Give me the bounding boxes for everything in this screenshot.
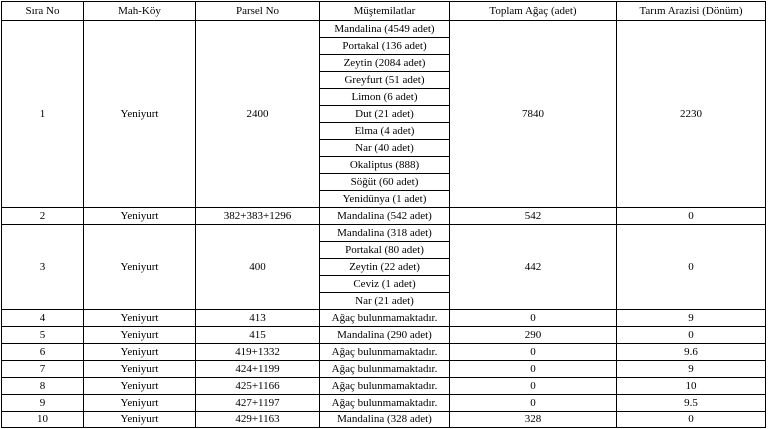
- table-row: [2, 361, 766, 378]
- mustemilat-cell: Mandalina (542 adet): [320, 208, 450, 225]
- mustemilat-cell: Elma (4 adet): [320, 123, 450, 140]
- column-header: Toplam Ağaç (adet): [450, 2, 617, 21]
- tarim-arazisi-cell: 9.6: [617, 344, 766, 361]
- tarim-arazisi-cell: 0: [617, 412, 766, 428]
- header-row: [2, 2, 766, 21]
- column-header: Müştemilatlar: [320, 2, 450, 21]
- parsel-no-cell: 429+1163: [196, 412, 320, 428]
- mustemilat-cell: Ağaç bulunmamaktadır.: [320, 378, 450, 395]
- parsel-no-cell: 400: [196, 225, 320, 310]
- mustemilat-cell: Limon (6 adet): [320, 89, 450, 106]
- mustemilat-cell: Mandalina (318 adet): [320, 225, 450, 242]
- toplam-agac-cell: 442: [450, 225, 617, 310]
- parsel-no-cell: 382+383+1296: [196, 208, 320, 225]
- tarim-arazisi-cell: 0: [617, 208, 766, 225]
- tarim-arazisi-cell: 9: [617, 361, 766, 378]
- mustemilat-cell: Mandalina (4549 adet): [320, 21, 450, 38]
- tarim-arazisi-cell: 0: [617, 327, 766, 344]
- column-header: Parsel No: [196, 2, 320, 21]
- mustemilat-cell: Yenidünya (1 adet): [320, 191, 450, 208]
- tarim-arazisi-cell: 9: [617, 310, 766, 327]
- mah-koy-cell: Yeniyurt: [84, 361, 196, 378]
- mustemilat-cell: Ağaç bulunmamaktadır.: [320, 395, 450, 412]
- mustemilat-cell: Ceviz (1 adet): [320, 276, 450, 293]
- table-row: [2, 344, 766, 361]
- document-page: [1, 1, 766, 428]
- tarim-arazisi-cell: 2230: [617, 21, 766, 208]
- parsel-no-cell: 427+1197: [196, 395, 320, 412]
- table-body: [2, 21, 766, 428]
- sira-no-cell: 7: [2, 361, 84, 378]
- table-row: [2, 395, 766, 412]
- mah-koy-cell: Yeniyurt: [84, 225, 196, 310]
- parsel-no-cell: 2400: [196, 21, 320, 208]
- mustemilat-cell: Greyfurt (51 adet): [320, 72, 450, 89]
- mustemilat-cell: Portakal (80 adet): [320, 242, 450, 259]
- mustemilat-cell: Söğüt (60 adet): [320, 174, 450, 191]
- mustemilat-cell: Ağaç bulunmamaktadır.: [320, 344, 450, 361]
- parsel-no-cell: 415: [196, 327, 320, 344]
- mah-koy-cell: Yeniyurt: [84, 412, 196, 428]
- tarim-arazisi-cell: 9.5: [617, 395, 766, 412]
- toplam-agac-cell: 0: [450, 361, 617, 378]
- toplam-agac-cell: 542: [450, 208, 617, 225]
- mustemilat-cell: Mandalina (290 adet): [320, 327, 450, 344]
- table-row: [2, 378, 766, 395]
- sira-no-cell: 2: [2, 208, 84, 225]
- mah-koy-cell: Yeniyurt: [84, 327, 196, 344]
- toplam-agac-cell: 0: [450, 310, 617, 327]
- mustemilat-cell: Ağaç bulunmamaktadır.: [320, 310, 450, 327]
- tarim-arazisi-cell: 0: [617, 225, 766, 310]
- table-row: [2, 327, 766, 344]
- toplam-agac-cell: 0: [450, 344, 617, 361]
- toplam-agac-cell: 290: [450, 327, 617, 344]
- table-row: [2, 225, 766, 242]
- mustemilat-cell: Nar (40 adet): [320, 140, 450, 157]
- table-row: [2, 412, 766, 428]
- mustemilat-cell: Dut (21 adet): [320, 106, 450, 123]
- table-row: [2, 310, 766, 327]
- toplam-agac-cell: 0: [450, 395, 617, 412]
- sira-no-cell: 6: [2, 344, 84, 361]
- sira-no-cell: 10: [2, 412, 84, 428]
- mah-koy-cell: Yeniyurt: [84, 378, 196, 395]
- parsel-no-cell: 424+1199: [196, 361, 320, 378]
- parsel-no-cell: 425+1166: [196, 378, 320, 395]
- toplam-agac-cell: 328: [450, 412, 617, 428]
- parcel-table: [1, 1, 766, 428]
- sira-no-cell: 3: [2, 225, 84, 310]
- sira-no-cell: 5: [2, 327, 84, 344]
- sira-no-cell: 4: [2, 310, 84, 327]
- mah-koy-cell: Yeniyurt: [84, 21, 196, 208]
- sira-no-cell: 9: [2, 395, 84, 412]
- table-row: [2, 21, 766, 38]
- toplam-agac-cell: 0: [450, 378, 617, 395]
- mustemilat-cell: Portakal (136 adet): [320, 38, 450, 55]
- sira-no-cell: 1: [2, 21, 84, 208]
- mah-koy-cell: Yeniyurt: [84, 344, 196, 361]
- parsel-no-cell: 419+1332: [196, 344, 320, 361]
- mah-koy-cell: Yeniyurt: [84, 208, 196, 225]
- mustemilat-cell: Zeytin (22 adet): [320, 259, 450, 276]
- mustemilat-cell: Okaliptus (888): [320, 157, 450, 174]
- parsel-no-cell: 413: [196, 310, 320, 327]
- column-header: Tarım Arazisi (Dönüm): [617, 2, 766, 21]
- column-header: Mah-Köy: [84, 2, 196, 21]
- sira-no-cell: 8: [2, 378, 84, 395]
- mustemilat-cell: Zeytin (2084 adet): [320, 55, 450, 72]
- tarim-arazisi-cell: 10: [617, 378, 766, 395]
- table-row: [2, 208, 766, 225]
- mustemilat-cell: Ağaç bulunmamaktadır.: [320, 361, 450, 378]
- mah-koy-cell: Yeniyurt: [84, 310, 196, 327]
- mustemilat-cell: Mandalina (328 adet): [320, 412, 450, 428]
- toplam-agac-cell: 7840: [450, 21, 617, 208]
- column-header: Sıra No: [2, 2, 84, 21]
- mah-koy-cell: Yeniyurt: [84, 395, 196, 412]
- mustemilat-cell: Nar (21 adet): [320, 293, 450, 310]
